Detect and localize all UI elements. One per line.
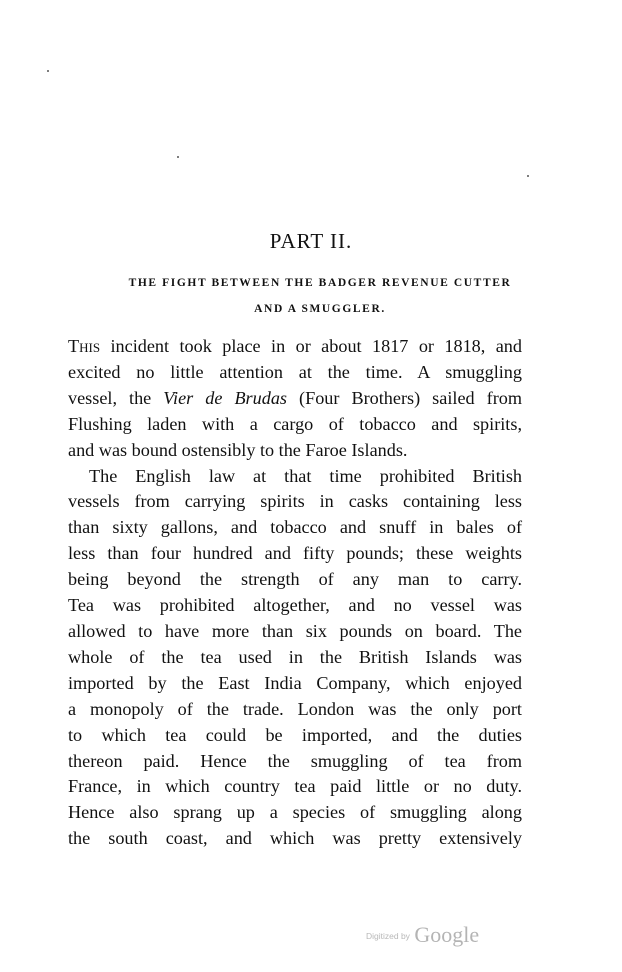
body-text <box>68 334 522 852</box>
scan-speck <box>177 156 179 158</box>
text-line: Tea was prohibited altogether, and no vessel was <box>68 595 522 616</box>
text-line: less than four hundred and fifty pounds; these weights <box>68 543 522 564</box>
text-line: being beyond the strength of any man to carry. <box>68 569 522 590</box>
chapter-subtitle-line-2: AND A SMUGGLER. <box>254 303 386 315</box>
text-line: the south coast, and which was pretty extensively <box>68 828 522 849</box>
text-line: Hence also sprang up a species of smuggling along <box>68 802 522 823</box>
text-line: a monopoly of the trade. London was the only port <box>68 698 522 719</box>
part-heading: PART II. <box>269 229 353 253</box>
chapter-subtitle-line-1: THE FIGHT BETWEEN THE BADGER REVENUE CUTTER <box>128 277 512 289</box>
text-line: imported by the East India Company, which enjoyed <box>68 672 522 693</box>
digitized-by-watermark <box>366 922 479 948</box>
scan-speck <box>47 70 49 72</box>
text-line: vessels from carrying spirits in casks containing less <box>68 491 522 512</box>
text-line: This incident took place in or about 1817 or 1818, and <box>68 336 522 356</box>
text-line: The English law at that time prohibited British <box>89 465 522 486</box>
ship-name: Vier de Brudas <box>163 387 287 408</box>
paragraph-2 <box>68 464 522 853</box>
digitized-label: Digitized by <box>366 931 410 941</box>
text-line: and was bound ostensibly to the Faroe Islands. <box>68 439 408 460</box>
text-line: excited no little attention at the time. A smuggling <box>68 361 522 382</box>
text-line: whole of the tea used in the British Islands was <box>68 646 522 667</box>
text-line: France, in which country tea paid little or no duty. <box>68 776 522 797</box>
scan-speck <box>527 175 529 177</box>
paragraph-1 <box>68 334 522 464</box>
text-line: to which tea could be imported, and the duties <box>68 724 522 745</box>
text-line: than sixty gallons, and tobacco and snuff in bales of <box>68 517 522 538</box>
text-line: Flushing laden with a cargo of tobacco and spirits, <box>68 413 522 434</box>
text-line: vessel, the Vier de Brudas (Four Brothers) sailed from <box>68 387 522 408</box>
text-line: allowed to have more than six pounds on board. The <box>68 620 522 641</box>
text-line: thereon paid. Hence the smuggling of tea from <box>68 750 522 771</box>
google-logo: Google <box>414 922 480 947</box>
lead-word: This <box>68 336 101 356</box>
